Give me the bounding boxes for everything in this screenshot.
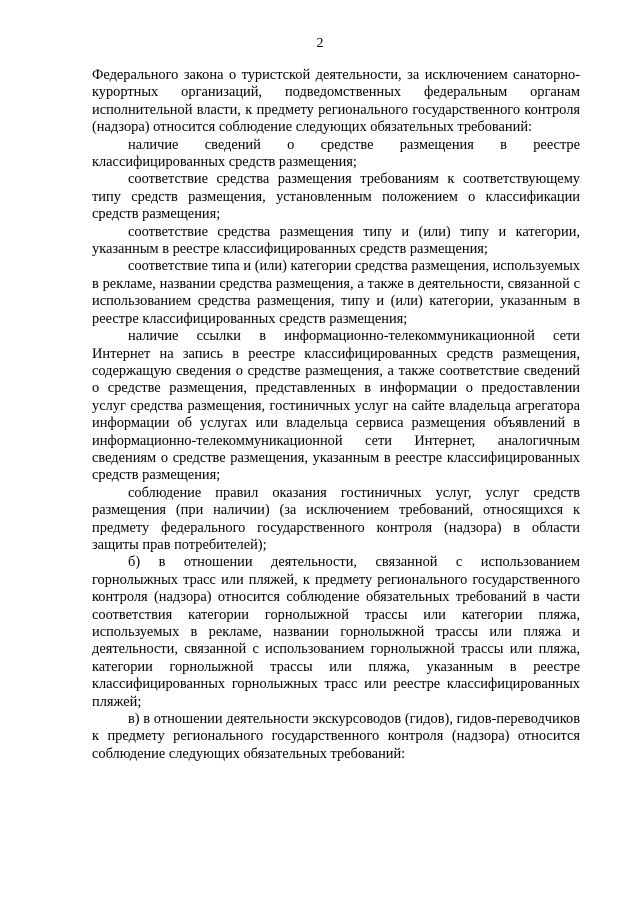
paragraph-type-requirements: соответствие средства размещения требованиям к соответствующему типу средств размещения, установленным положением о классификации средств размещения; xyxy=(92,171,580,223)
paragraph-internet-link: наличие ссылки в информационно-телекоммуникационной сети Интернет на запись в реестре классифицированных средств размещения, содержащую сведения о средстве размещения, а также соответствие сведений о средстве размещения, представленных в информации о предоставлении услуг средства размещения, гостиничных услуг на сайте владельца агрегатора информации об услугах или владельца сервиса размещения объявлений в информационно-телекоммуникационной сети Интернет, аналогичным сведениям о средстве размещения, указанным в реестре классифицированных средств размещения; xyxy=(92,328,580,484)
paragraph-ski-beaches: б) в отношении деятельности, связанной с использованием горнолыжных трасс или пляжей, к предмету регионального государственного контроля (надзора) относится соблюдение обязательных требований в части соответствия категории горнолыжной трассы или категории пляжа, используемых в рекламе, названии горнолыжной трассы или пляжа и деятельности, связанной с использованием горнолыжной трассы или пляжа, категории горнолыжной трассы или пляжа, указанным в реестре классифицированных горнолыжных трасс или реестре классифицированных пляжей; xyxy=(92,554,580,710)
paragraph-type-category-match: соответствие средства размещения типу и (или) типу и категории, указанным в реестре классифицированных средств размещения; xyxy=(92,223,580,258)
paragraph-hotel-rules: соблюдение правил оказания гостиничных услуг, услуг средств размещения (при наличии) (за исключением требований, относящихся к предмету федерального государственного контроля (надзора) в области защиты прав потребителей); xyxy=(92,484,580,553)
paragraph-intro: Федерального закона о туристской деятельности, за исключением санаторно-курортных организаций, подведомственных федеральным органам исполнительной власти, к предмету регионального государственного контроля (надзора) относится соблюдение следующих обязательных требований: xyxy=(92,67,580,136)
document-body xyxy=(92,67,580,763)
paragraph-advertising-match: соответствие типа и (или) категории средства размещения, используемых в рекламе, названии средства размещения, а также в деятельности, связанной с использованием средства размещения, типу и (или) категории, указанным в реестре классифицированных средств размещения; xyxy=(92,258,580,327)
paragraph-guides: в) в отношении деятельности экскурсоводов (гидов), гидов-переводчиков к предмету регионального государственного контроля (надзора) относится соблюдение следующих обязательных требований: xyxy=(92,711,580,762)
page-number: 2 xyxy=(316,36,324,51)
paragraph-registry-presence: наличие сведений о средстве размещения в реестре классифицированных средств размещения; xyxy=(92,136,580,171)
